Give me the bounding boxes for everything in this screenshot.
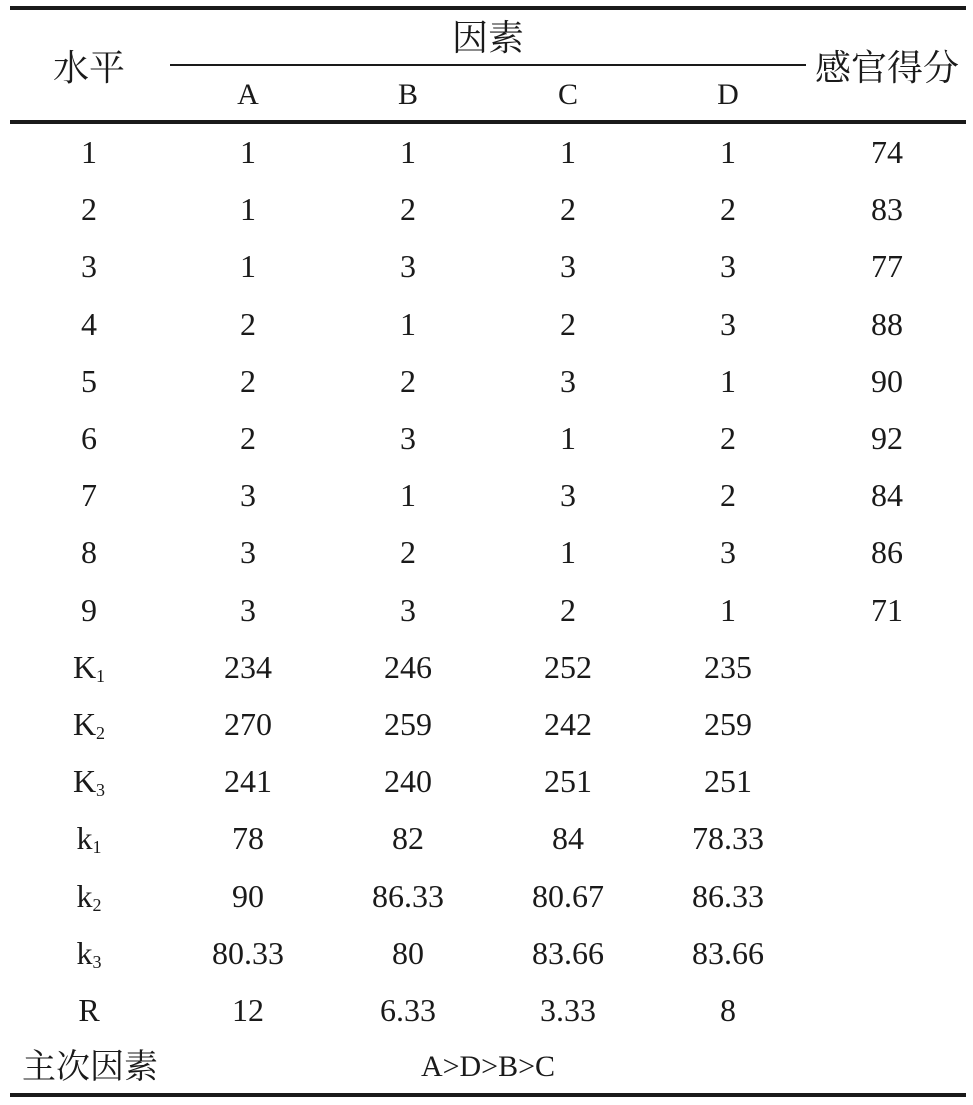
cell-factor-b: 2: [400, 363, 416, 399]
stat-label-main: K: [72, 649, 97, 685]
cell-factor-a: 2: [240, 363, 256, 399]
cell-factor-c: 2: [560, 306, 576, 342]
header-factor-c: C: [557, 78, 578, 111]
stat-factor-d: 235: [704, 649, 752, 685]
stat-label: [10, 639, 168, 696]
stat-label: [10, 982, 168, 1039]
cell-factor-a: 1: [240, 134, 256, 170]
top-rule: [10, 6, 966, 10]
header-factor-d: D: [717, 78, 739, 111]
factors-rule: [170, 64, 806, 66]
stat-label-sub: 3: [92, 952, 102, 972]
stat-factor-b: 240: [384, 763, 432, 799]
cell-factor-b: 1: [400, 477, 416, 513]
stat-factor-c: 252: [544, 649, 592, 685]
stat-label-sub: 2: [92, 895, 102, 915]
row-level: 9: [81, 592, 97, 628]
cell-score: 88: [871, 306, 903, 342]
cell-factor-b: 3: [400, 592, 416, 628]
stat-factor-a: 241: [224, 763, 272, 799]
stat-label-main: K: [72, 763, 97, 799]
stat-factor-a: 78: [232, 820, 264, 856]
cell-factor-d: 1: [720, 134, 736, 170]
stat-label-sub: 2: [96, 723, 106, 743]
cell-score: 90: [871, 363, 903, 399]
row-level: 2: [81, 191, 97, 227]
cell-factor-b: 3: [400, 420, 416, 456]
cell-factor-d: 2: [720, 420, 736, 456]
stat-factor-c: 84: [552, 820, 584, 856]
stat-factor-b: 6.33: [380, 992, 436, 1028]
stat-factor-a: 234: [224, 649, 272, 685]
cell-factor-a: 2: [240, 420, 256, 456]
row-level: 7: [81, 477, 97, 513]
header-score: 感官得分: [814, 48, 959, 88]
footer-value: A>D>B>C: [420, 1050, 556, 1083]
stat-label: [10, 696, 168, 753]
stat-factor-d: 251: [704, 763, 752, 799]
cell-factor-a: 3: [240, 534, 256, 570]
cell-score: 71: [871, 592, 903, 628]
row-level: 3: [81, 248, 97, 284]
stat-factor-b: 259: [384, 706, 432, 742]
cell-factor-d: 2: [720, 477, 736, 513]
cell-factor-c: 2: [560, 592, 576, 628]
cell-factor-a: 1: [240, 248, 256, 284]
cell-factor-b: 2: [400, 191, 416, 227]
stat-label-main: R: [78, 992, 100, 1028]
cell-factor-b: 1: [400, 306, 416, 342]
stat-factor-b: 246: [384, 649, 432, 685]
stat-label: [10, 868, 168, 925]
stat-label: [10, 925, 168, 982]
header-factors: 因素: [451, 18, 524, 58]
stat-factor-a: 80.33: [212, 935, 284, 971]
header-factor-a: A: [237, 78, 259, 111]
stat-factor-c: 3.33: [540, 992, 596, 1028]
cell-factor-a: 3: [240, 477, 256, 513]
stat-label-sub: 3: [96, 780, 106, 800]
cell-factor-d: 1: [720, 592, 736, 628]
cell-score: 83: [871, 191, 903, 227]
cell-score: 92: [871, 420, 903, 456]
stat-label-main: K: [72, 706, 97, 742]
stat-factor-a: 12: [232, 992, 264, 1028]
cell-score: 84: [871, 477, 903, 513]
row-level: 8: [81, 534, 97, 570]
cell-factor-a: 1: [240, 191, 256, 227]
stat-factor-d: 8: [720, 992, 736, 1028]
stat-label: [10, 753, 168, 810]
stat-factor-d: 259: [704, 706, 752, 742]
stat-factor-c: 80.67: [532, 878, 604, 914]
cell-factor-d: 3: [720, 306, 736, 342]
stat-factor-b: 82: [392, 820, 424, 856]
row-level: 6: [81, 420, 97, 456]
cell-factor-b: 3: [400, 248, 416, 284]
cell-factor-c: 3: [560, 477, 576, 513]
cell-factor-a: 3: [240, 592, 256, 628]
row-level: 4: [81, 306, 97, 342]
header-level: 水平: [52, 48, 125, 88]
cell-factor-a: 2: [240, 306, 256, 342]
row-level: 1: [81, 134, 97, 170]
stat-factor-b: 80: [392, 935, 424, 971]
cell-factor-d: 1: [720, 363, 736, 399]
cell-score: 77: [871, 248, 903, 284]
stat-label-main: k: [76, 935, 93, 971]
row-level: 5: [81, 363, 97, 399]
stat-label: [10, 810, 168, 867]
stat-factor-d: 78.33: [692, 820, 764, 856]
cell-factor-c: 1: [560, 134, 576, 170]
cell-factor-d: 2: [720, 191, 736, 227]
stat-label-sub: 1: [92, 837, 102, 857]
stat-factor-d: 83.66: [692, 935, 764, 971]
stat-factor-c: 242: [544, 706, 592, 742]
cell-factor-d: 3: [720, 248, 736, 284]
header-factor-b: B: [397, 78, 418, 111]
cell-factor-c: 1: [560, 534, 576, 570]
cell-score: 74: [871, 134, 903, 170]
cell-factor-c: 3: [560, 248, 576, 284]
cell-factor-c: 3: [560, 363, 576, 399]
stat-label-main: k: [76, 878, 93, 914]
cell-factor-c: 1: [560, 420, 576, 456]
stat-factor-c: 83.66: [532, 935, 604, 971]
stat-factor-d: 86.33: [692, 878, 764, 914]
cell-factor-b: 1: [400, 134, 416, 170]
stat-factor-c: 251: [544, 763, 592, 799]
cell-score: 86: [871, 534, 903, 570]
stat-label-main: k: [76, 820, 93, 856]
stat-factor-a: 270: [224, 706, 272, 742]
footer-label: 主次因素: [22, 1047, 158, 1087]
cell-factor-c: 2: [560, 191, 576, 227]
cell-factor-d: 3: [720, 534, 736, 570]
stat-factor-a: 90: [232, 878, 264, 914]
stat-label-sub: 1: [96, 666, 106, 686]
cell-factor-b: 2: [400, 534, 416, 570]
stat-factor-b: 86.33: [372, 878, 444, 914]
